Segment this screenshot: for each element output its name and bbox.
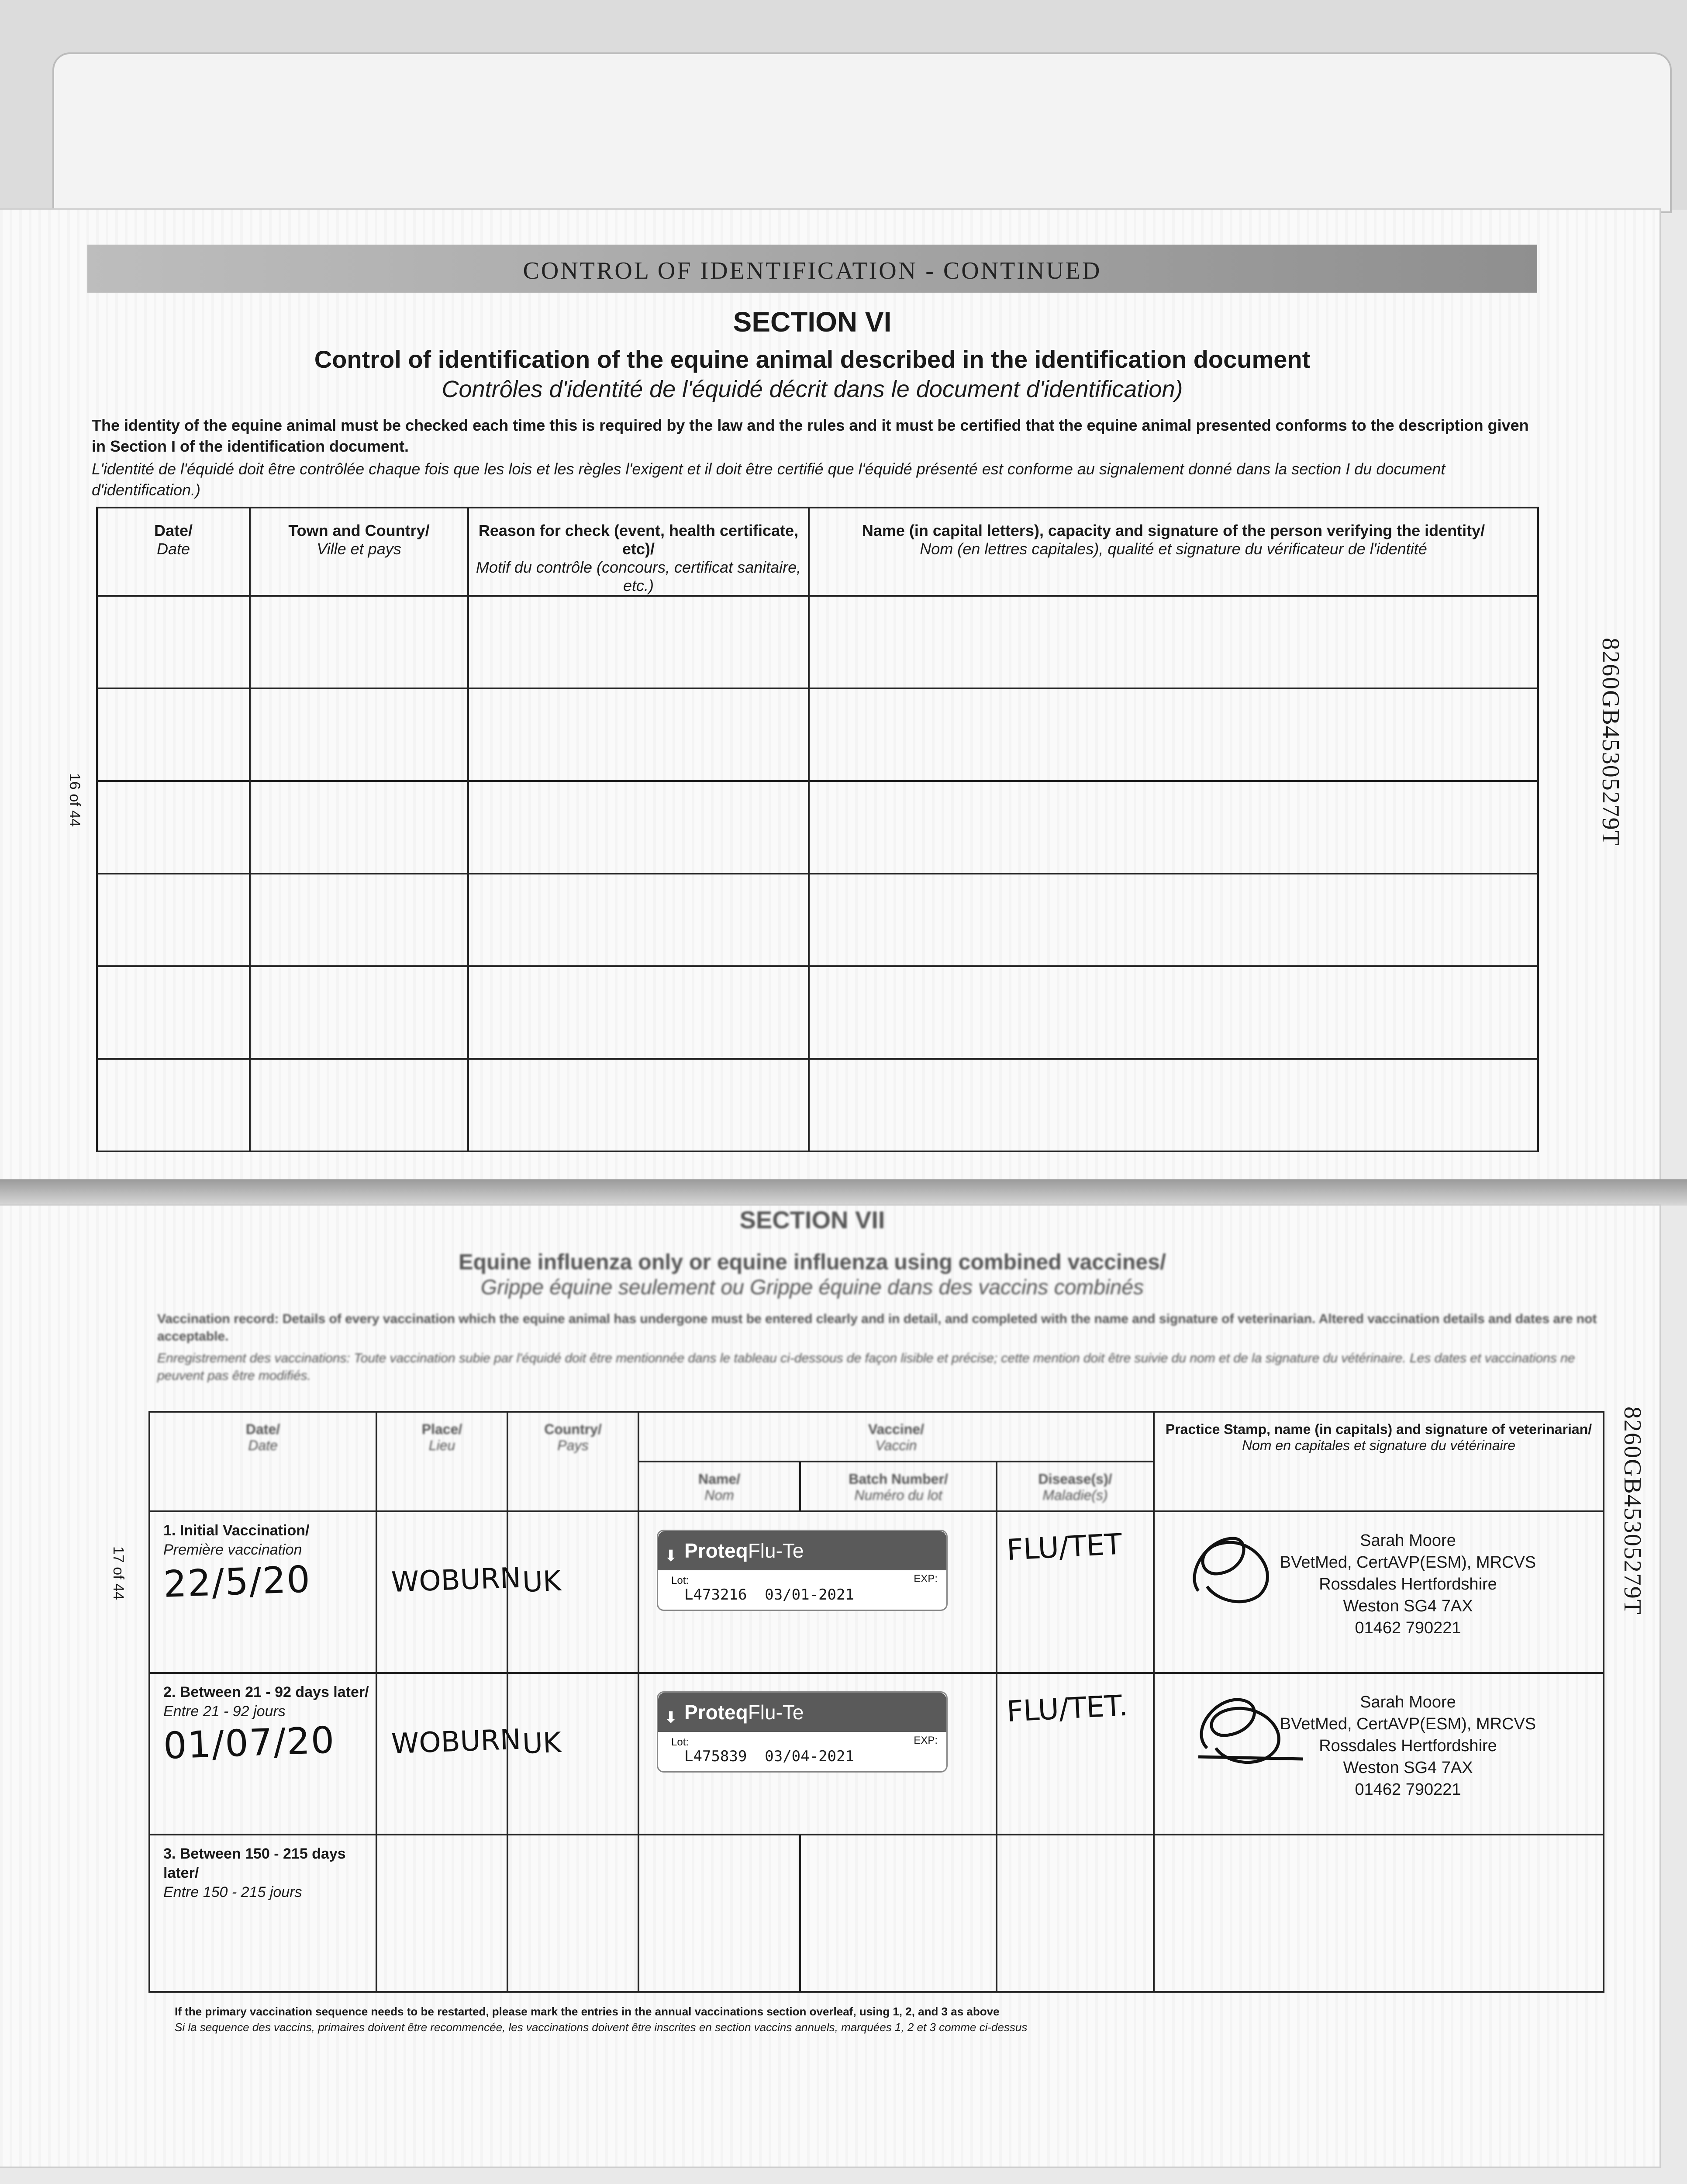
table-row <box>97 688 1538 781</box>
table-row <box>97 966 1538 1059</box>
col-date: Date/ Date <box>97 508 250 596</box>
place-cell[interactable] <box>376 1511 522 1673</box>
section-title-fr: Grippe équine seulement ou Grippe équine dans des vaccins combinés <box>480 1276 1144 1299</box>
col-place: Place/ Lieu <box>376 1412 507 1511</box>
section-heading: SECTION VI <box>733 306 892 338</box>
table-row <box>149 1835 1604 1992</box>
col-date: Date/ Date <box>149 1412 376 1511</box>
batch-number-cell[interactable] <box>800 1835 997 1992</box>
table-row <box>97 781 1538 874</box>
row-label: 2. Between 21 - 92 days later/ Entre 21 - 92 jours <box>163 1684 369 1720</box>
country-cell[interactable] <box>507 1511 638 1673</box>
table-header-row <box>149 1412 1604 1462</box>
col-country: Country/ Pays <box>507 1412 638 1511</box>
page-number: 16 of 44 <box>66 773 83 827</box>
section-banner <box>87 245 1537 293</box>
section-title: Control of identification of the equine animal described in the identification document <box>314 346 1311 373</box>
document-number: 8260GB45305279T <box>1597 638 1624 847</box>
disease-cell[interactable] <box>997 1511 1154 1673</box>
country-cell[interactable] <box>507 1835 638 1992</box>
batch-number: L473216 03/01-2021 <box>684 1586 854 1603</box>
section-heading: SECTION VII <box>739 1206 885 1234</box>
col-practice-stamp: Practice Stamp, name (in capitals) and signature of veterinarian/ Nom en capitales et signature du vétérinaire <box>1154 1412 1604 1511</box>
handwritten-disease: FLU/TET. <box>1006 1688 1129 1729</box>
disease-cell[interactable] <box>997 1673 1154 1835</box>
vaccine-product: Flu-Te <box>748 1539 804 1562</box>
row-date-cell[interactable] <box>149 1511 376 1673</box>
document-number: 8260GB45305279T <box>1619 1406 1646 1615</box>
intro-text: Vaccination record: Details of every vaccination which the equine animal has undergone must be entered clearly and in detail, and completed with the name and signature of veterinarian. Altered vaccination details and dates are not acceptable. <box>157 1312 1597 1344</box>
page-16 <box>0 210 1659 1188</box>
vaccine-label-cell[interactable] <box>638 1673 997 1835</box>
col-vaccine: Vaccine/ Vaccin <box>638 1412 1154 1462</box>
col-town-country: Town and Country/ Ville et pays <box>250 508 468 596</box>
banner-text: CONTROL OF IDENTIFICATION - CONTINUED <box>523 257 1102 284</box>
handwritten-place: WOBURN <box>390 1723 522 1761</box>
vaccine-sticker: ⬇ ProteqFlu-Te Lot: EXP: L473216 03/01-2021 <box>657 1530 948 1611</box>
practice-stamp-cell[interactable] <box>1154 1835 1604 1992</box>
page-17 <box>0 1206 1659 2167</box>
section-title: Equine influenza only or equine influenza using combined vaccines/ <box>459 1250 1166 1274</box>
vaccine-brand: Proteq <box>684 1701 748 1724</box>
table-row <box>149 1673 1604 1835</box>
handwritten-place: WOBURN <box>390 1562 522 1599</box>
arrow-down-icon: ⬇ <box>664 1547 678 1565</box>
handwritten-country: UK <box>521 1727 562 1761</box>
intro-text: The identity of the equine animal must be checked each time this is required by the law and the rules and it must be certified that the equine animal presented conforms to the description given in Section I of the identification document. <box>92 416 1529 455</box>
table-row <box>97 596 1538 688</box>
col-verifier: Name (in capital letters), capacity and signature of the person verifying the identity/ Nom (en lettres capitales), qualité et signature du vérificateur de l'identité <box>809 508 1538 596</box>
handwritten-date: 22/5/20 <box>162 1558 312 1606</box>
vet-stamp: Sarah Moore BVetMed, CertAVP(ESM), MRCVS Rossdales Hertfordshire Weston SG4 7AX 01462 790221 <box>1280 1531 1536 1637</box>
footnote-fr: Si la sequence des vaccins, primaires doivent être recommencée, les vaccinations doivent être inscrites en section vaccins annuels, marquées 1, 2 et 3 comme ci-dessus <box>175 2021 1028 2034</box>
identity-check-table <box>96 507 1539 1152</box>
row-date-cell[interactable] <box>149 1673 376 1835</box>
table-row <box>149 1511 1604 1673</box>
place-cell[interactable] <box>376 1835 507 1992</box>
vaccine-name-cell[interactable] <box>638 1835 800 1992</box>
vaccination-table <box>148 1411 1604 1993</box>
handwritten-date: 01/07/20 <box>162 1718 336 1767</box>
intro-text-fr: Enregistrement des vaccinations: Toute vaccination subie par l'équidé doit être mentionnée dans le tableau ci-dessous de façon lisible et précise; cette mention doit être suivie du nom et de la signature du vétérinaire. Les dates et vaccinations ne peuvent pas être modifiés. <box>157 1351 1575 1383</box>
col-batch-number: Batch Number/ Numéro du lot <box>800 1462 997 1511</box>
page-number: 17 of 44 <box>110 1546 127 1600</box>
vaccine-sticker: ⬇ ProteqFlu-Te Lot: EXP: L475839 03/04-2021 <box>657 1691 948 1773</box>
row-date-cell[interactable] <box>149 1835 376 1992</box>
vet-stamp: Sarah Moore BVetMed, CertAVP(ESM), MRCVS Rossdales Hertfordshire Weston SG4 7AX 01462 790221 <box>1280 1693 1536 1799</box>
batch-number: L475839 03/04-2021 <box>684 1748 854 1765</box>
intro-text-fr: L'identité de l'équidé doit être contrôlée chaque fois que les lois et les règles l'exigent et il doit être certifié que l'équidé présenté est conforme au signalement donné dans la section I du document d'identification.) <box>92 460 1446 499</box>
table-header-row <box>97 508 1538 596</box>
col-reason: Reason for check (event, health certificate, etc)/ Motif du contrôle (concours, certificat sanitaire, etc.) <box>468 508 809 596</box>
passport-cover-edge <box>0 0 1687 210</box>
handwritten-country: UK <box>521 1565 562 1599</box>
arrow-down-icon: ⬇ <box>664 1708 678 1726</box>
place-cell[interactable] <box>376 1673 522 1835</box>
vaccine-label-cell[interactable] <box>638 1511 997 1673</box>
table-row <box>97 1059 1538 1151</box>
col-disease: Disease(s)/ Maladie(s) <box>997 1462 1154 1511</box>
section-title-fr: Contrôles d'identité de l'équidé décrit dans le document d'identification) <box>442 376 1183 402</box>
passport-sheet-edge <box>52 52 1672 213</box>
disease-cell[interactable] <box>997 1835 1154 1992</box>
row-label: 1. Initial Vaccination/ Première vaccination <box>163 1522 310 1558</box>
country-cell[interactable] <box>507 1673 638 1835</box>
vaccine-brand: Proteq <box>684 1539 748 1562</box>
footnote: If the primary vaccination sequence needs to be restarted, please mark the entries in the annual vaccinations section overleaf, using 1, 2, and 3 as above <box>175 2005 1000 2018</box>
practice-stamp-cell[interactable] <box>1154 1511 1604 1673</box>
vaccine-product: Flu-Te <box>748 1701 804 1724</box>
page-fold <box>0 1179 1687 1206</box>
row-label: 3. Between 150 - 215 days later/ Entre 150 - 215 jours <box>163 1845 346 1901</box>
practice-stamp-cell[interactable] <box>1154 1673 1604 1835</box>
table-row <box>97 874 1538 966</box>
col-vaccine-name: Name/ Nom <box>638 1462 800 1511</box>
handwritten-disease: FLU/TET <box>1006 1527 1123 1567</box>
